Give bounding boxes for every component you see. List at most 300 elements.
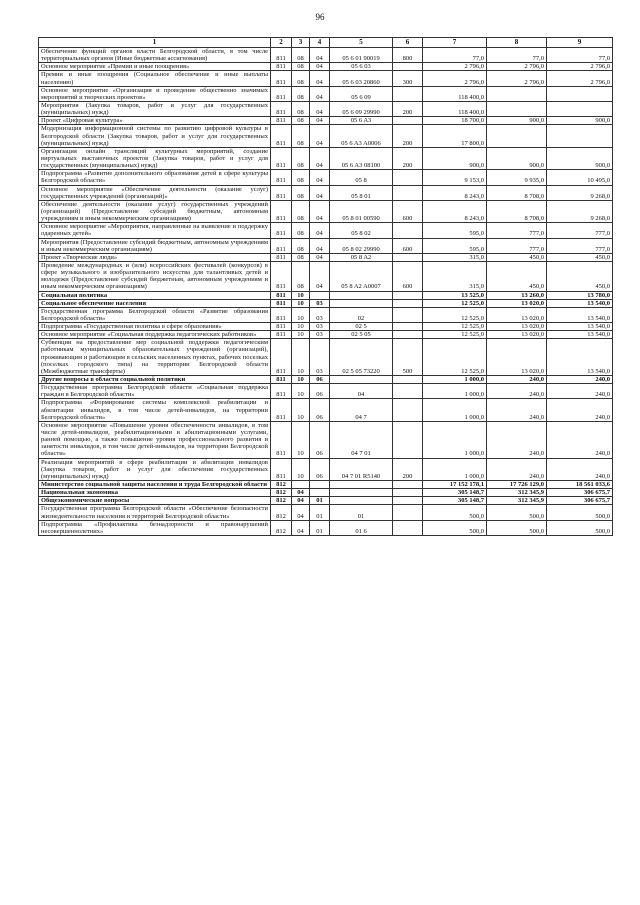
target-article-cell: 05 6 A3 <box>330 117 393 125</box>
amount-year2-cell: 13 020,0 <box>487 331 547 339</box>
amount-year3-cell: 13 540,0 <box>547 307 613 322</box>
row-name-cell: Общеэкономические вопросы <box>39 497 271 505</box>
target-article-cell: 05 8 <box>330 170 393 185</box>
amount-year1-cell: 12 525,0 <box>423 331 487 339</box>
amount-year2-cell: 13 020,0 <box>487 307 547 322</box>
subsection-code-cell: 06 <box>310 399 330 421</box>
table-row <box>39 291 613 299</box>
amount-year2-cell: 450,0 <box>487 261 547 291</box>
row-name-cell: Субвенции на предоставление мер социальной поддержки педагогическим работникам муниципальных образовательных учреждений (организаций), проживающим и работающим в сельских населенных пунктах, рабочих поселках (поселках городского типа) на территории Белгородской области (Межбюджетные трансферты) <box>39 339 271 376</box>
table-row <box>39 238 613 253</box>
row-name-cell: Мероприятия (Предоставление субсидий бюджетным, автономным учреждениям и иным некоммерческим организациям) <box>39 238 271 253</box>
row-name-cell: Премии и иные поощрения (Социальное обеспечение и иные выплаты населению) <box>39 71 271 86</box>
amount-year1-cell: 315,0 <box>423 261 487 291</box>
row-name-cell: Реализация мероприятий в сфере реабилитации и абилитации инвалидов (Закупка товаров, работ и услуг для обеспечения государственных (муниципальных) нужд) <box>39 458 271 480</box>
target-article-cell <box>330 497 393 505</box>
row-name-cell: Основное мероприятие «Премии и иные поощрения» <box>39 63 271 71</box>
subsection-code-cell: 04 <box>310 71 330 86</box>
subsection-code-cell: 04 <box>310 101 330 116</box>
amount-year2-cell: 2 796,0 <box>487 63 547 71</box>
expense-type-cell <box>393 497 423 505</box>
amount-year1-cell: 500,0 <box>423 520 487 535</box>
header-cell: 6 <box>393 38 423 48</box>
row-name-cell: Государственная программа Белгородской области «Обеспечение безопасности жизнедеятельности населения и территорий Белгородской области» <box>39 505 271 520</box>
target-article-cell: 04 7 01 R5140 <box>330 458 393 480</box>
subsection-code-cell: 01 <box>310 497 330 505</box>
section-code-cell: 10 <box>292 399 310 421</box>
header-cell: 8 <box>487 38 547 48</box>
target-article-cell: 04 <box>330 384 393 399</box>
subsection-code-cell <box>310 291 330 299</box>
target-article-cell: 02 5 05 73220 <box>330 339 393 376</box>
amount-year3-cell: 18 561 033,6 <box>547 481 613 489</box>
target-article-cell: 05 6 A3 08100 <box>330 147 393 169</box>
amount-year1-cell: 305 148,7 <box>423 489 487 497</box>
amount-year1-cell: 500,0 <box>423 505 487 520</box>
amount-year2-cell: 17 726 129,0 <box>487 481 547 489</box>
row-name-cell: Государственная программа Белгородской области «Социальная поддержка граждан в Белгородской области» <box>39 384 271 399</box>
subsection-code-cell: 03 <box>310 339 330 376</box>
amount-year1-cell: 9 153,0 <box>423 170 487 185</box>
table-row <box>39 299 613 307</box>
expense-type-cell <box>393 185 423 200</box>
section-code-cell: 10 <box>292 421 310 458</box>
ministry-code-cell: 811 <box>271 117 292 125</box>
amount-year2-cell: 13 020,0 <box>487 323 547 331</box>
section-code-cell: 10 <box>292 376 310 384</box>
amount-year2-cell: 900,0 <box>487 147 547 169</box>
amount-year2-cell: 450,0 <box>487 253 547 261</box>
amount-year1-cell: 12 525,0 <box>423 339 487 376</box>
row-name-cell: Национальная экономика <box>39 489 271 497</box>
expense-type-cell <box>393 331 423 339</box>
table-row <box>39 101 613 116</box>
page-number: 96 <box>315 12 325 22</box>
expense-type-cell <box>393 384 423 399</box>
amount-year2-cell <box>487 101 547 116</box>
target-article-cell: 02 5 05 <box>330 331 393 339</box>
amount-year2-cell: 900,0 <box>487 117 547 125</box>
target-article-cell <box>330 299 393 307</box>
ministry-code-cell: 812 <box>271 505 292 520</box>
section-code-cell: 10 <box>292 384 310 399</box>
expense-type-cell <box>393 307 423 322</box>
target-article-cell <box>330 489 393 497</box>
target-article-cell: 05 8 02 29990 <box>330 238 393 253</box>
target-article-cell <box>330 291 393 299</box>
target-article-cell: 01 6 <box>330 520 393 535</box>
target-article-cell: 05 8 A2 <box>330 253 393 261</box>
amount-year1-cell: 12 525,0 <box>423 307 487 322</box>
ministry-code-cell: 812 <box>271 497 292 505</box>
amount-year1-cell: 595,0 <box>423 223 487 238</box>
amount-year1-cell: 1 000,0 <box>423 384 487 399</box>
amount-year3-cell <box>547 125 613 147</box>
subsection-code-cell: 04 <box>310 170 330 185</box>
amount-year2-cell: 8 708,0 <box>487 185 547 200</box>
expense-type-cell <box>393 323 423 331</box>
row-name-cell: Основное мероприятие «Социальная поддержка педагогических работников» <box>39 331 271 339</box>
amount-year3-cell: 13 540,0 <box>547 323 613 331</box>
table-row <box>39 497 613 505</box>
ministry-code-cell: 811 <box>271 101 292 116</box>
amount-year1-cell: 1 000,0 <box>423 376 487 384</box>
row-name-cell: Проект «Цифровая культура» <box>39 117 271 125</box>
section-code-cell: 08 <box>292 261 310 291</box>
target-article-cell: 05 6 03 <box>330 63 393 71</box>
ministry-code-cell: 811 <box>271 331 292 339</box>
ministry-code-cell: 811 <box>271 299 292 307</box>
expense-type-cell <box>393 376 423 384</box>
amount-year1-cell: 1 000,0 <box>423 399 487 421</box>
amount-year1-cell: 1 000,0 <box>423 458 487 480</box>
amount-year2-cell: 240,0 <box>487 399 547 421</box>
table-row <box>39 505 613 520</box>
table-row <box>39 63 613 71</box>
subsection-code-cell: 04 <box>310 63 330 71</box>
amount-year3-cell: 9 268,0 <box>547 200 613 222</box>
subsection-code-cell: 06 <box>310 376 330 384</box>
row-name-cell: Другие вопросы в области социальной политики <box>39 376 271 384</box>
amount-year3-cell: 500,0 <box>547 505 613 520</box>
subsection-code-cell <box>310 489 330 497</box>
section-code-cell: 08 <box>292 101 310 116</box>
amount-year3-cell: 777,0 <box>547 223 613 238</box>
ministry-code-cell: 811 <box>271 48 292 63</box>
amount-year1-cell: 118 400,0 <box>423 101 487 116</box>
expense-type-cell: 500 <box>393 339 423 376</box>
header-cell: 2 <box>271 38 292 48</box>
ministry-code-cell: 811 <box>271 339 292 376</box>
table-row <box>39 71 613 86</box>
amount-year3-cell <box>547 86 613 101</box>
section-code-cell: 08 <box>292 71 310 86</box>
target-article-cell: 04 7 01 <box>330 421 393 458</box>
row-name-cell: Модернизация информационной системы по развитию цифровой культуры в Белгородской области (Закупка товаров, работ и услуг для государственных (муниципальных) нужд) <box>39 125 271 147</box>
expense-type-cell <box>393 505 423 520</box>
expense-type-cell <box>393 481 423 489</box>
amount-year1-cell: 305 148,7 <box>423 497 487 505</box>
section-code-cell: 10 <box>292 307 310 322</box>
amount-year2-cell: 9 935,0 <box>487 170 547 185</box>
amount-year3-cell: 900,0 <box>547 147 613 169</box>
ministry-code-cell: 811 <box>271 223 292 238</box>
amount-year3-cell: 13 540,0 <box>547 331 613 339</box>
amount-year3-cell: 500,0 <box>547 520 613 535</box>
subsection-code-cell: 04 <box>310 125 330 147</box>
row-name-cell: Основное мероприятие «Обеспечение деятельности (оказание услуг) государственных учреждений (организаций)» <box>39 185 271 200</box>
amount-year2-cell: 240,0 <box>487 376 547 384</box>
section-code-cell: 08 <box>292 117 310 125</box>
amount-year3-cell: 2 796,0 <box>547 63 613 71</box>
table-row <box>39 147 613 169</box>
section-code-cell: 10 <box>292 331 310 339</box>
table-row <box>39 125 613 147</box>
amount-year2-cell: 312 345,9 <box>487 489 547 497</box>
expense-type-cell <box>393 291 423 299</box>
ministry-code-cell: 811 <box>271 323 292 331</box>
ministry-code-cell: 811 <box>271 376 292 384</box>
subsection-code-cell: 06 <box>310 384 330 399</box>
amount-year3-cell: 306 675,7 <box>547 497 613 505</box>
section-code-cell: 10 <box>292 458 310 480</box>
amount-year2-cell <box>487 125 547 147</box>
subsection-code-cell <box>310 481 330 489</box>
subsection-code-cell: 04 <box>310 223 330 238</box>
subsection-code-cell: 04 <box>310 253 330 261</box>
expense-type-cell: 200 <box>393 458 423 480</box>
expense-type-cell: 800 <box>393 48 423 63</box>
ministry-code-cell: 811 <box>271 147 292 169</box>
table-row <box>39 170 613 185</box>
subsection-code-cell: 04 <box>310 200 330 222</box>
expense-type-cell <box>393 253 423 261</box>
section-code-cell: 08 <box>292 238 310 253</box>
target-article-cell: 05 6 03 20860 <box>330 71 393 86</box>
expense-type-cell <box>393 117 423 125</box>
row-name-cell: Обеспечение функций органов власти Белгородской области, в том числе территориальных органов (Иные бюджетные ассигнования) <box>39 48 271 63</box>
table-row <box>39 323 613 331</box>
ministry-code-cell: 811 <box>271 63 292 71</box>
amount-year2-cell: 500,0 <box>487 520 547 535</box>
header-cell: 3 <box>292 38 310 48</box>
ministry-code-cell: 811 <box>271 307 292 322</box>
expense-type-cell: 300 <box>393 71 423 86</box>
row-name-cell: Государственная программа Белгородской области «Развитие образования Белгородской области» <box>39 307 271 322</box>
table-row <box>39 520 613 535</box>
section-code-cell: 04 <box>292 505 310 520</box>
ministry-code-cell: 811 <box>271 86 292 101</box>
amount-year1-cell: 13 525,0 <box>423 291 487 299</box>
row-name-cell: Социальное обеспечение населения <box>39 299 271 307</box>
ministry-code-cell: 811 <box>271 125 292 147</box>
section-code-cell: 08 <box>292 125 310 147</box>
amount-year1-cell: 315,0 <box>423 253 487 261</box>
table-row <box>39 399 613 421</box>
expense-type-cell <box>393 520 423 535</box>
amount-year1-cell: 2 796,0 <box>423 63 487 71</box>
amount-year3-cell: 77,0 <box>547 48 613 63</box>
row-name-cell: Организация онлайн трансляций культурных мероприятий, создание виртуальных выставочных проектов (Закупка товаров, работ и услуг для государственных (муниципальных) нужд) <box>39 147 271 169</box>
amount-year3-cell: 240,0 <box>547 376 613 384</box>
amount-year3-cell: 9 268,0 <box>547 185 613 200</box>
amount-year1-cell: 2 796,0 <box>423 71 487 86</box>
row-name-cell: Проведение международных и (или) всероссийских фестивалей (конкурсов) в сфере музыкального и изобразительного искусства для талантливых детей и молодежи (Предоставление субсидий бюджетным, автономным учреждениям и иным некоммерческим организациям) <box>39 261 271 291</box>
table-row <box>39 384 613 399</box>
amount-year3-cell: 13 540,0 <box>547 299 613 307</box>
target-article-cell: 05 8 01 00590 <box>330 200 393 222</box>
target-article-cell: 02 <box>330 307 393 322</box>
amount-year3-cell <box>547 101 613 116</box>
target-article-cell: 02 5 <box>330 323 393 331</box>
ministry-code-cell: 811 <box>271 185 292 200</box>
expense-type-cell <box>393 421 423 458</box>
amount-year2-cell: 240,0 <box>487 384 547 399</box>
target-article-cell: 05 8 02 <box>330 223 393 238</box>
amount-year3-cell: 900,0 <box>547 117 613 125</box>
amount-year3-cell: 2 796,0 <box>547 71 613 86</box>
amount-year1-cell: 8 243,0 <box>423 200 487 222</box>
amount-year3-cell: 450,0 <box>547 253 613 261</box>
ministry-code-cell: 811 <box>271 238 292 253</box>
table-row <box>39 339 613 376</box>
table-body <box>39 48 613 536</box>
header-cell: 9 <box>547 38 613 48</box>
row-name-cell: Подпрограмма «Государственная политика в сфере образования» <box>39 323 271 331</box>
target-article-cell: 01 <box>330 505 393 520</box>
target-article-cell: 05 8 A2 A0007 <box>330 261 393 291</box>
row-name-cell: Проект «Творческие люди» <box>39 253 271 261</box>
target-article-cell: 04 7 <box>330 399 393 421</box>
table-header-row <box>39 38 613 48</box>
expense-type-cell <box>393 399 423 421</box>
amount-year3-cell: 240,0 <box>547 399 613 421</box>
table-row <box>39 261 613 291</box>
amount-year1-cell: 595,0 <box>423 238 487 253</box>
subsection-code-cell: 03 <box>310 331 330 339</box>
amount-year1-cell: 900,0 <box>423 147 487 169</box>
table-row <box>39 307 613 322</box>
table-row <box>39 458 613 480</box>
section-code-cell: 04 <box>292 489 310 497</box>
expense-type-cell: 200 <box>393 147 423 169</box>
amount-year2-cell: 77,0 <box>487 48 547 63</box>
row-name-cell: Социальная политика <box>39 291 271 299</box>
ministry-code-cell: 812 <box>271 489 292 497</box>
section-code-cell: 08 <box>292 63 310 71</box>
target-article-cell: 05 6 01 90019 <box>330 48 393 63</box>
subsection-code-cell: 06 <box>310 458 330 480</box>
amount-year1-cell: 12 525,0 <box>423 323 487 331</box>
ministry-code-cell: 811 <box>271 458 292 480</box>
table-row <box>39 185 613 200</box>
amount-year1-cell: 8 243,0 <box>423 185 487 200</box>
section-code-cell: 08 <box>292 170 310 185</box>
section-code-cell: 04 <box>292 520 310 535</box>
ministry-code-cell: 812 <box>271 481 292 489</box>
table-row <box>39 117 613 125</box>
expense-type-cell: 600 <box>393 238 423 253</box>
header-cell: 1 <box>39 38 271 48</box>
target-article-cell: 05 8 01 <box>330 185 393 200</box>
section-code-cell <box>292 481 310 489</box>
amount-year2-cell: 13 020,0 <box>487 339 547 376</box>
header-cell: 7 <box>423 38 487 48</box>
table-row <box>39 376 613 384</box>
subsection-code-cell: 04 <box>310 238 330 253</box>
amount-year3-cell: 13 540,0 <box>547 339 613 376</box>
ministry-code-cell: 811 <box>271 421 292 458</box>
target-article-cell: 05 6 A3 A0006 <box>330 125 393 147</box>
ministry-code-cell: 811 <box>271 384 292 399</box>
ministry-code-cell: 811 <box>271 291 292 299</box>
section-code-cell: 10 <box>292 291 310 299</box>
table-row <box>39 200 613 222</box>
row-name-cell: Подпрограмма «Формирование системы комплексной реабилитации и абилитации инвалидов, в том числе детей-инвалидов, на территории Белгородской области» <box>39 399 271 421</box>
row-name-cell: Подпрограмма «Развитие дополнительного образования детей в сфере культуры Белгородской области» <box>39 170 271 185</box>
amount-year3-cell: 240,0 <box>547 384 613 399</box>
amount-year3-cell: 306 675,7 <box>547 489 613 497</box>
budget-table <box>38 37 613 536</box>
subsection-code-cell: 03 <box>310 299 330 307</box>
row-name-cell: Мероприятия (Закупка товаров, работ и услуг для государственных (муниципальных) нужд) <box>39 101 271 116</box>
subsection-code-cell: 04 <box>310 48 330 63</box>
amount-year3-cell: 450,0 <box>547 261 613 291</box>
table-row <box>39 86 613 101</box>
ministry-code-cell: 812 <box>271 520 292 535</box>
subsection-code-cell: 01 <box>310 520 330 535</box>
row-name-cell: Подпрограмма «Профилактика безнадзорности и правонарушений несовершеннолетних» <box>39 520 271 535</box>
section-code-cell: 08 <box>292 200 310 222</box>
expense-type-cell: 200 <box>393 101 423 116</box>
row-name-cell: Министерство социальной защиты населения и труда Белгородской области <box>39 481 271 489</box>
target-article-cell: 05 6 09 29990 <box>330 101 393 116</box>
expense-type-cell: 200 <box>393 125 423 147</box>
amount-year3-cell: 240,0 <box>547 458 613 480</box>
table-row <box>39 421 613 458</box>
ministry-code-cell: 811 <box>271 261 292 291</box>
header-cell: 5 <box>330 38 393 48</box>
section-code-cell: 08 <box>292 253 310 261</box>
amount-year2-cell: 312 345,9 <box>487 497 547 505</box>
amount-year2-cell: 777,0 <box>487 238 547 253</box>
amount-year2-cell: 240,0 <box>487 421 547 458</box>
subsection-code-cell: 06 <box>310 421 330 458</box>
ministry-code-cell: 811 <box>271 200 292 222</box>
section-code-cell: 04 <box>292 497 310 505</box>
table-row <box>39 48 613 63</box>
expense-type-cell <box>393 223 423 238</box>
amount-year3-cell: 240,0 <box>547 421 613 458</box>
amount-year2-cell: 13 260,0 <box>487 291 547 299</box>
amount-year1-cell: 18 700,0 <box>423 117 487 125</box>
expense-type-cell <box>393 489 423 497</box>
section-code-cell: 08 <box>292 48 310 63</box>
expense-type-cell <box>393 86 423 101</box>
row-name-cell: Основное мероприятие «Организация и проведение общественно значимых мероприятий и творческих проектов» <box>39 86 271 101</box>
amount-year2-cell: 240,0 <box>487 458 547 480</box>
section-code-cell: 10 <box>292 299 310 307</box>
amount-year3-cell: 10 495,0 <box>547 170 613 185</box>
subsection-code-cell: 04 <box>310 185 330 200</box>
table-row <box>39 481 613 489</box>
amount-year3-cell: 777,0 <box>547 238 613 253</box>
row-name-cell: Основное мероприятие «Повышение уровня обеспеченности инвалидов, в том числе детей-инвалидов, реабилитационными и абилитационными услугами, ранней помощью, а также повышение уровня профессионального развития и занятости инвалидов, в том числе детей-инвалидов, на территории Белгородской области» <box>39 421 271 458</box>
table-row <box>39 253 613 261</box>
section-code-cell: 08 <box>292 147 310 169</box>
expense-type-cell: 600 <box>393 200 423 222</box>
expense-type-cell <box>393 299 423 307</box>
header-cell: 4 <box>310 38 330 48</box>
subsection-code-cell: 01 <box>310 505 330 520</box>
amount-year1-cell: 118 400,0 <box>423 86 487 101</box>
subsection-code-cell: 03 <box>310 307 330 322</box>
expense-type-cell <box>393 170 423 185</box>
ministry-code-cell: 811 <box>271 170 292 185</box>
amount-year1-cell: 12 525,0 <box>423 299 487 307</box>
table-row <box>39 223 613 238</box>
section-code-cell: 10 <box>292 323 310 331</box>
amount-year1-cell: 17 152 178,1 <box>423 481 487 489</box>
ministry-code-cell: 811 <box>271 399 292 421</box>
section-code-cell: 08 <box>292 185 310 200</box>
target-article-cell <box>330 376 393 384</box>
amount-year1-cell: 1 000,0 <box>423 421 487 458</box>
row-name-cell: Обеспечение деятельности (оказание услуг) государственных учреждений (организаций) (Предоставление субсидий бюджетным, автономным учреждениям и иным некоммерческим организациям) <box>39 200 271 222</box>
amount-year3-cell: 13 780,0 <box>547 291 613 299</box>
amount-year2-cell: 13 020,0 <box>487 299 547 307</box>
row-name-cell: Основное мероприятие «Мероприятия, направленные на выявление и поддержку одаренных детей» <box>39 223 271 238</box>
